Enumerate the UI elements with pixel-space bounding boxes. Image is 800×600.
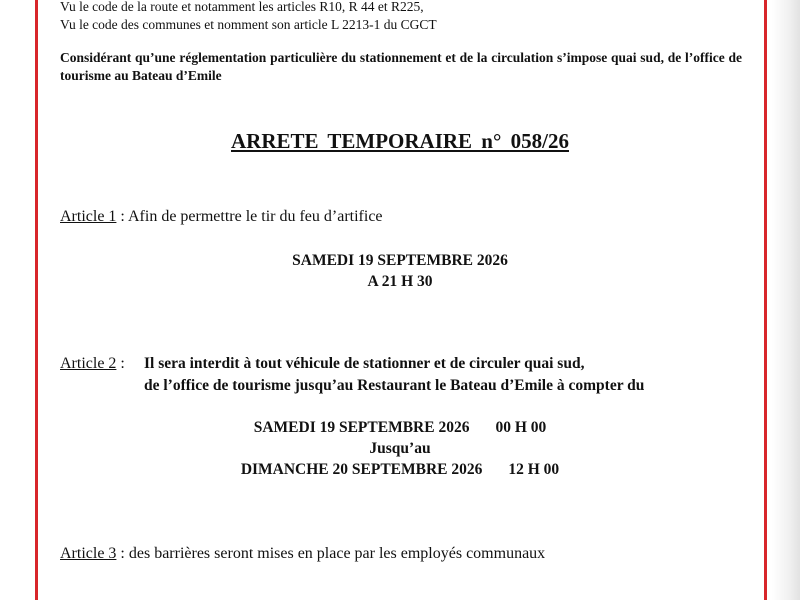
article-2-from-date: SAMEDI 19 SEPTEMBRE 2026 <box>253 419 470 436</box>
article-3-label: Article 3 <box>60 545 117 562</box>
article-1-date: SAMEDI 19 SEPTEMBRE 2026 <box>292 252 508 269</box>
article-2-sep: : <box>116 355 125 372</box>
article-1-time: A 21 H 30 <box>367 273 433 290</box>
arrete-title: ARRETE TEMPORAIRE n° 058/26 <box>231 129 569 153</box>
left-red-border <box>35 0 38 600</box>
article-2-from <box>0 419 800 437</box>
article-2-to-time: 12 H 00 <box>508 461 560 478</box>
article-2-line-2: de l’office de tourisme jusqu’au Restaurant le Bateau d’Emile à compter du <box>144 377 645 394</box>
article-2-to-date: DIMANCHE 20 SEPTEMBRE 2026 <box>240 461 483 478</box>
article-3 <box>60 545 545 563</box>
article-2 <box>60 355 125 373</box>
article-2-to <box>0 461 800 479</box>
article-1 <box>60 208 383 226</box>
article-2-from-time: 00 H 00 <box>495 419 547 436</box>
considerant-paragraph: Considérant qu’une réglementation particulière du stationnement et de la circulation s’impose quai sud, de l’office de tourisme au Bateau d’Emile <box>60 50 742 83</box>
article-1-text: : Afin de permettre le tir du feu d’artifice <box>116 208 383 225</box>
article-2-line-1: Il sera interdit à tout véhicule de stationner et de circuler quai sud, <box>144 355 585 372</box>
vu-route-line: Vu le code de la route et notamment les articles R10, R 44 et R225, <box>60 0 424 14</box>
right-red-border <box>764 0 767 600</box>
article-1-label: Article 1 <box>60 208 117 225</box>
page-edge-shadow <box>772 0 800 600</box>
vu-communes-line: Vu le code des communes et nomment son article L 2213-1 du CGCT <box>60 17 437 32</box>
article-3-text: : des barrières seront mises en place par les employés communaux <box>116 545 546 562</box>
article-2-label: Article 2 <box>60 355 117 372</box>
article-2-until: Jusqu’au <box>369 440 431 457</box>
